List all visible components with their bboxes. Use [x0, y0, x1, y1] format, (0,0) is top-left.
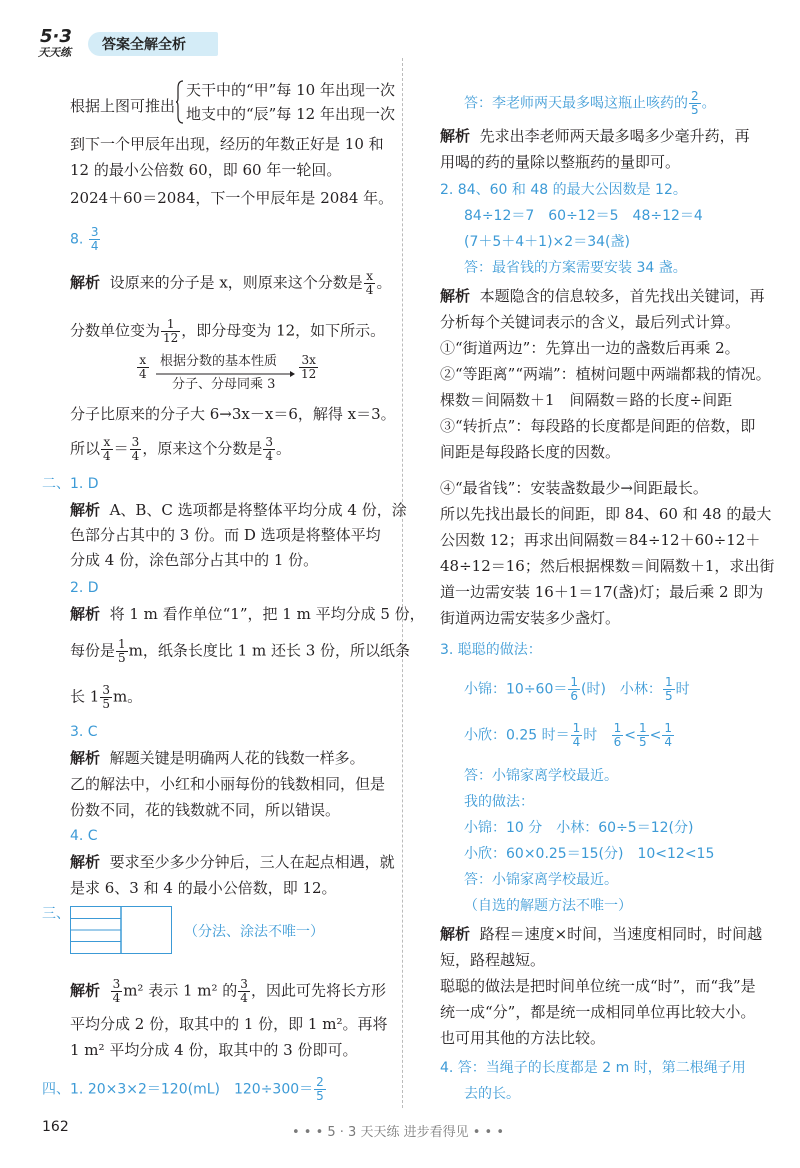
text-line: 公因数 12；再求出间隔数＝84÷12＋60÷12＋ [440, 531, 761, 549]
section2-q3-answer: 3. C [70, 724, 98, 740]
text-line: 解析 先求出李老师两天最多喝多少毫升药，再 [440, 127, 750, 145]
q1-final-answer: 答：李老师两天最多喝这瓶止咳药的 $\frac{2}{5}$ 。 [464, 89, 716, 117]
brand-logo [36, 22, 84, 60]
section2-q2-answer: 2. D [70, 580, 99, 596]
q3-step: 答：小锦家离学校最近。 [464, 872, 618, 888]
q2-step: 答：最省钱的方案需要安装 34 盏。 [464, 260, 687, 276]
q3-step: 答：小锦家离学校最近。 [464, 768, 618, 784]
text-line: 解析 要求至少多少分钟后，三人在起点相遇，就 [70, 853, 395, 871]
q2-step: (7＋5＋4＋1)×2＝34(盏) [464, 234, 630, 250]
text-line: 短，路程越短。 [440, 951, 546, 969]
flow-top-label: 根据分数的基本性质 [160, 354, 278, 369]
q3-step: 小锦：10÷60＝ $\frac{1}{6}$ (时) 小林： $\frac{1}{5}$ 时 [464, 675, 690, 703]
text-line: 解析 将 1 m 看作单位“1”，把 1 m 平均分成 5 份， [70, 605, 425, 623]
section3-label: 三、 [42, 906, 70, 922]
q3-step: 小锦：10 分 小林：60÷5＝12(分) [464, 820, 694, 836]
q3-answer: 3. 聪聪的做法： [440, 642, 542, 658]
text-line: 解析 A、B、C 选项都是将整体平均分成 4 份，涂 [70, 501, 407, 519]
column-divider [402, 58, 403, 1108]
page-number: 162 [42, 1119, 69, 1135]
text-line: ③“转折点”：每段路的长度都是间距的倍数，即 [440, 417, 756, 435]
text-line: 是求 6、3 和 4 的最小公倍数，即 12。 [70, 879, 337, 897]
shaded-rectangle [70, 906, 172, 954]
q3-step: 小欣：0.25 时＝ $\frac{1}{4}$ 时 $\frac{1}{6}$ < $\frac{1}{5}$ < $\frac{1}{4}$ [464, 721, 673, 749]
text-line: 平均分成 2 份，取其中的 1 份，即 1 m²。再将 [70, 1015, 388, 1033]
text-line: 长 1 $\frac{3}{5}$ m。 [70, 683, 143, 711]
text-line: ②“等距离”“两端”：植树问题中两端都栽的情况。 [440, 365, 771, 383]
q8-answer: 8. $\frac{3}{4}$ [70, 225, 99, 253]
text-line: 所以先找出最长的间距，即 84、60 和 48 的最大 [440, 505, 772, 523]
section3-note: （分法、涂法不唯一） [184, 924, 324, 940]
svg-text:5·3: 5·3 [40, 26, 72, 47]
q3-step: 小欣：60×0.25＝15(分) 10<12<15 [464, 846, 715, 862]
text-line: 到下一个甲辰年出现，经历的年数正好是 10 和 [70, 135, 384, 153]
page-header-title: 答案全解全析 [102, 37, 186, 53]
text-line: 街道两边需安装多少盏灯。 [440, 609, 621, 627]
flow-bottom-label: 分子、分母同乘 3 [172, 377, 276, 392]
text-line: ④“最省钱”：安装盏数最少→间距最长。 [440, 479, 708, 497]
text-line: 份数不同，花的钱数就不同，所以错误。 [70, 801, 341, 819]
text-line: 分成 4 份，涂色部分占其中的 1 份。 [70, 551, 319, 569]
q4-answer-cont: 去的长。 [464, 1086, 520, 1102]
derivation-prefix: 根据上图可推出 [70, 97, 176, 115]
q8-analysis-1: 解析 设原来的分子是 x，则原来这个分数是 $\frac{x}{4}$ 。 [70, 269, 392, 297]
section2-q1-answer: 二、1. D [42, 476, 99, 492]
text-line: 统一成“分”，都是统一成相同单位再比较大小。 [440, 1003, 756, 1021]
q2-answer: 2. 84、60 和 48 的最大公因数是 12。 [440, 182, 687, 198]
q4-answer: 4. 答：当绳子的长度都是 2 m 时，第二根绳子用 [440, 1060, 746, 1076]
flow-left-fraction: $\frac{x}{4}$ [139, 353, 147, 381]
text-line: 道一边需安装 16＋1＝17(盏)灯；最后乘 2 即为 [440, 583, 764, 601]
q2-step: 84÷12＝7 60÷12＝5 48÷12＝4 [464, 208, 703, 224]
text-line: 12 的最小公倍数 60，即 60 年一轮回。 [70, 161, 342, 179]
svg-text:天天练: 天天练 [38, 46, 71, 59]
flow-right-fraction: $\frac{3x}{12}$ [301, 353, 317, 381]
text-line: 解析 解题关键是明确两人花的钱数一样多。 [70, 749, 365, 767]
q3-step: 我的做法： [464, 794, 534, 810]
text-line: 分子比原来的分子大 6→3x－x＝6，解得 x＝3。 [70, 405, 396, 423]
text-line: 每份是 $\frac{1}{5}$ m，纸条长度比 1 m 还长 3 份，所以纸条 [70, 637, 411, 665]
text-line: ①“街道两边”：先算出一边的盏数后再乘 2。 [440, 339, 740, 357]
text-line: 棵数＝间隔数＋1 间隔数＝路的长度÷间距 [440, 391, 733, 409]
brace-icon [176, 80, 184, 124]
rectangle-grid [71, 907, 171, 953]
text-line: 解析 $\frac{3}{4}$ m² 表示 1 m² 的 $\frac{3}{4}$ ，因此可先将长方形 [70, 977, 386, 1005]
text-line: 1 m² 平均分成 4 份，取其中的 3 份即可。 [70, 1041, 358, 1059]
text-line: 48÷12＝16；然后根据棵数＝间隔数＋1，求出街 [440, 557, 775, 575]
text-line: 解析 路程＝速度×时间，当速度相同时，时间越 [440, 925, 763, 943]
section4-q1-answer: 四、1. 20×3×2＝120(mL) 120÷300＝ $\frac{2}{5}$ [42, 1075, 324, 1103]
text-line: 分析每个关键词表示的含义，最后列式计算。 [440, 313, 741, 331]
text-line: 色部分占其中的 3 份。而 D 选项是将整体平均 [70, 526, 381, 544]
text-line: 聪聪的做法是把时间单位统一成“时”，而“我”是 [440, 977, 756, 995]
text-line: 解析 本题隐含的信息较多，首先找出关键词，再 [440, 287, 765, 305]
section2-q4-answer: 4. C [70, 828, 98, 844]
text-line: 用喝的药的量除以整瓶药的量即可。 [440, 153, 681, 171]
text-line: 2024＋60＝2084，下一个甲辰年是 2084 年。 [70, 189, 394, 207]
q8-analysis-2: 分数单位变为 $\frac{1}{12}$ ，即分母变为 12，如下所示。 [70, 317, 386, 345]
derivation-line-b: 地支中的“辰”每 12 年出现一次 [186, 105, 395, 123]
derivation-line-a: 天干中的“甲”每 10 年出现一次 [186, 81, 395, 99]
text-line: 间距是每段路长度的因数。 [440, 443, 621, 461]
footer-tagline: • • • 5 · 3 天天练 进步看得见 • • • [291, 1125, 504, 1140]
text-line: 乙的解法中，小红和小丽每份的钱数相同，但是 [70, 775, 386, 793]
text-line: 也可用其他的方法比较。 [440, 1029, 606, 1047]
q3-note: （自选的解题方法不唯一） [464, 898, 632, 914]
q8-conclusion: 所以 $\frac{x}{4}$ ＝ $\frac{3}{4}$ ，原来这个分数是 $\frac{3}{4}$ 。 [70, 435, 291, 463]
